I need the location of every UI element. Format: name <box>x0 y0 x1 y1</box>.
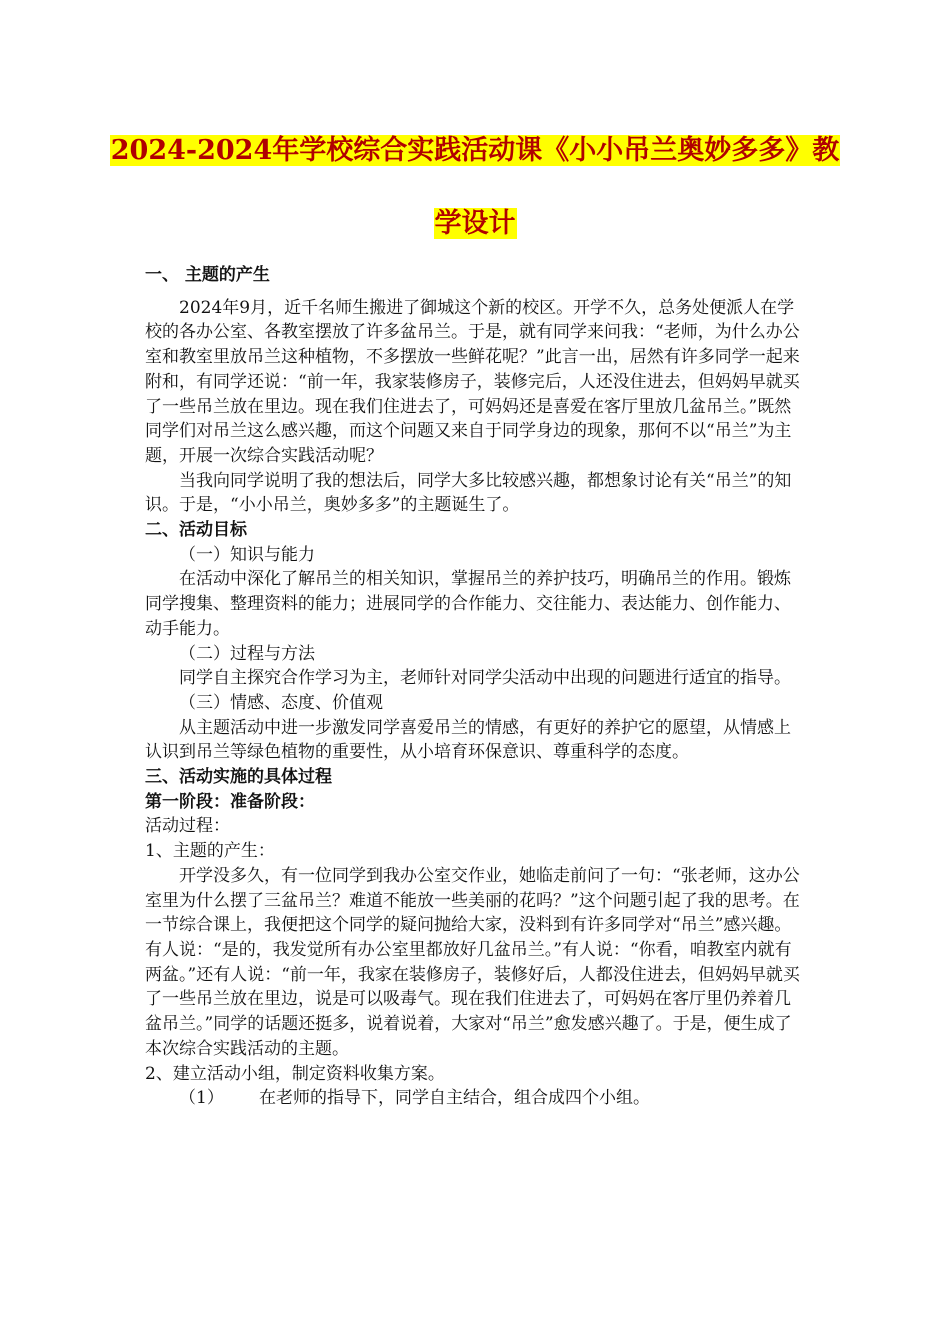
step-text: 在老师的指导下，同学自主结合，组合成四个小组。 <box>259 1088 650 1109</box>
paragraph: 开学没多久，有一位同学到我办公室交作业，她临走前问了一句：“张老师，这办公室里为什么摆了三盆吊兰？难道不能放一些美丽的花吗？”这个问题引起了我的思考。在一节综合课上，我便把这个同学的疑问抛给大家，没料到有许多同学对“吊兰”感兴趣。有人说：“是的，我发觉所有办公室里都放好几盆吊兰。”有人说：“你看，咱教室内就有两盆。”还有人说：“前一年，我家在装修房子，装修好后，人都没住进去，但妈妈早就买了一些吊兰放在里边，说是可以吸毒气。现在我们住进去了，可妈妈在客厅里仍养着几盆吊兰。”同学的话题还挺多，说着说着，大家对“吊兰”愈发感兴趣了。于是，便生成了本次综合实践活动的主题。 <box>145 865 800 1059</box>
document-title-line-2: 学设计 <box>434 208 516 239</box>
paragraph: 当我向同学说明了我的想法后，同学大多比较感兴趣，都想象讨论有关“吊兰”的知识。于是，“小小吊兰，奥妙多多”的主题诞生了。 <box>145 470 792 516</box>
paragraph: 在活动中深化了解吊兰的相关知识，掌握吊兰的养护技巧，明确吊兰的作用。锻炼同学搜集、整理资料的能力；进展同学的合作能力、交往能力、表达能力、创作能力、动手能力。 <box>145 569 791 639</box>
list-item: 2、建立活动小组，制定资料收集方案。 <box>145 1063 445 1084</box>
numbered-step <box>145 1086 807 1111</box>
section-heading: 二、活动目标 <box>145 520 247 541</box>
document-body <box>145 263 807 1111</box>
paragraph: 同学自主探究合作学习为主，老师针对同学尖活动中出现的问题进行适宜的指导。 <box>179 668 791 689</box>
subsection-heading: （一）知识与能力 <box>179 544 315 565</box>
stage-heading: 第一阶段：准备阶段： <box>145 791 315 812</box>
subsection-heading: （二）过程与方法 <box>179 643 315 664</box>
step-number: （1） <box>179 1088 224 1109</box>
section-heading: 一、 主题的产生 <box>145 265 270 285</box>
paragraph: 2024年9月，近千名师生搬进了御城这个新的校区。开学不久，总务处便派人在学校的各办公室、各教室摆放了许多盆吊兰。于是，就有同学来问我：“老师，为什么办公室和教室里放吊兰这种植物，不多摆放一些鲜花呢？”此言一出，居然有许多同学一起来附和，有同学还说：“前一年，我家装修房子，装修完后，人还没住进去，但妈妈早就买了一些吊兰放在里边。现在我们住进去了，可妈妈还是喜爱在客厅里放几盆吊兰。”既然同学们对吊兰这么感兴趣，而这个问题又来自于同学身边的现象，那何不以“吊兰”为主题，开展一次综合实践活动呢？ <box>145 297 800 466</box>
process-label: 活动过程： <box>145 816 230 837</box>
section-heading: 三、活动实施的具体过程 <box>145 767 332 788</box>
subsection-heading: （三）情感、态度、价值观 <box>179 692 383 713</box>
paragraph: 从主题活动中进一步激发同学喜爱吊兰的情感，有更好的养护它的愿望，从情感上认识到吊兰等绿色植物的重要性，从小培育环保意识、尊重科学的态度。 <box>145 717 791 763</box>
list-item: 1、主题的产生： <box>145 841 275 862</box>
document-title-line-1: 2024-2024年学校综合实践活动课《小小吊兰奥妙多多》教 <box>110 135 840 166</box>
